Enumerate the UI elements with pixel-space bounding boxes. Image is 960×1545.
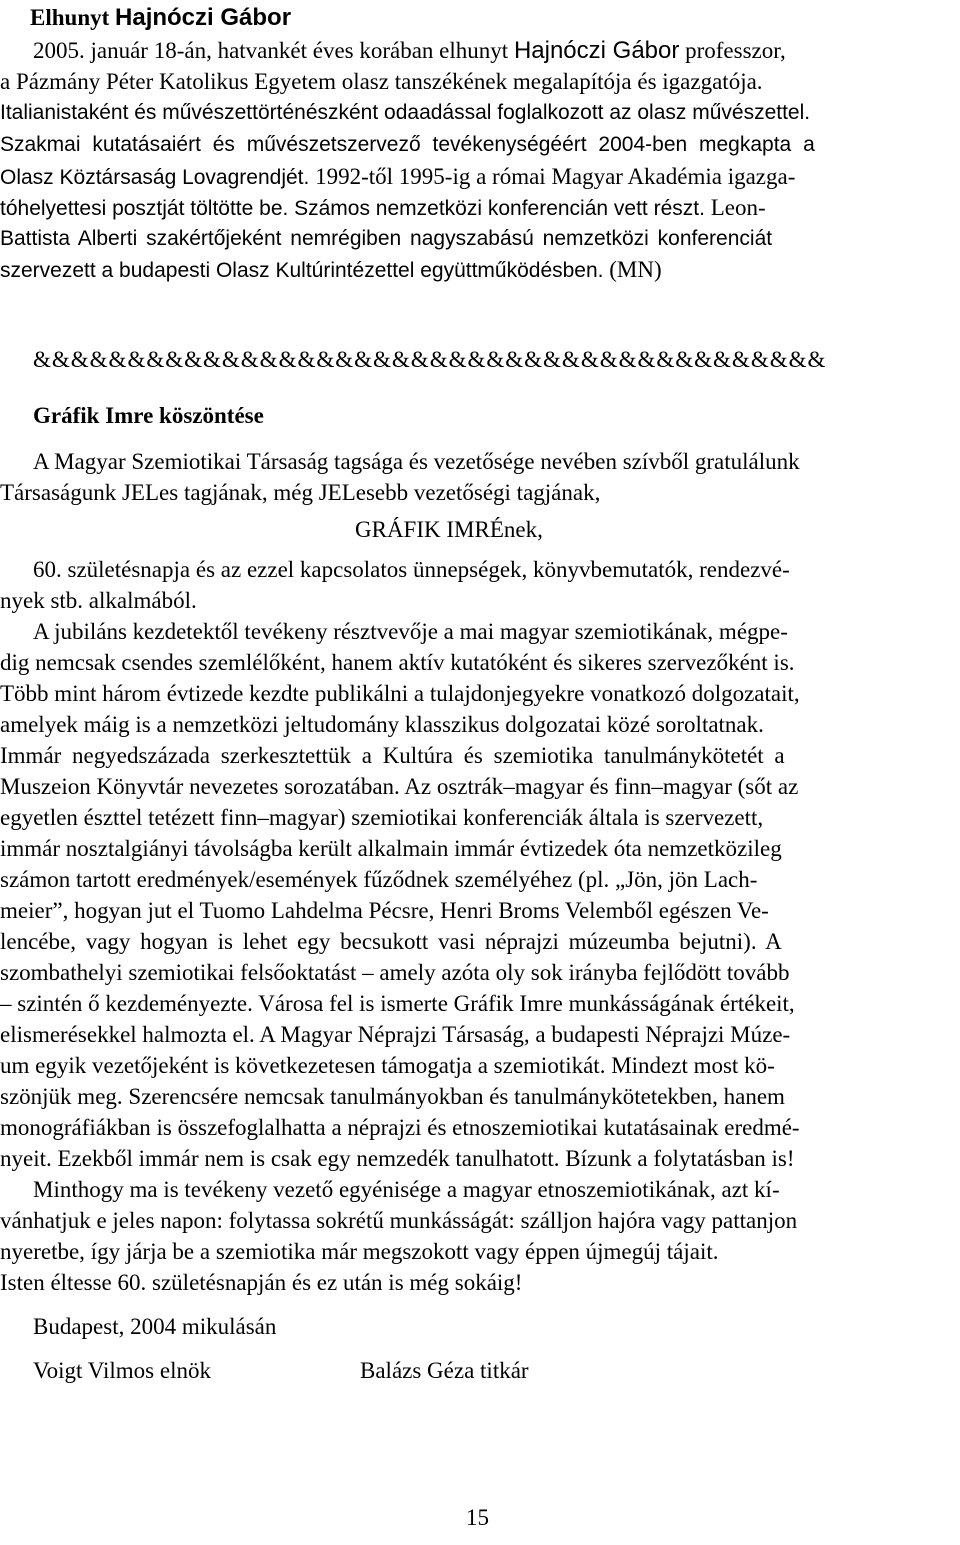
greeting-line: egyetlen észttel tetézett finn–magyar) szemiotikai konferenciák általa is szervezett, — [0, 805, 764, 830]
obituary-line: Battista Alberti szakértőjeként nemrégiben nagyszabású nemzetközi konferenciát — [0, 227, 773, 250]
obituary-line: szervezett a budapesti Olasz Kultúrintézettel együttműködésben. (MN) — [0, 257, 662, 282]
greeting-line: A Magyar Szemiotikai Társaság tagsága és vezetősége nevében szívből gratulálunk — [33, 449, 800, 474]
greeting-line: elismerésekkel halmozta el. A Magyar Néprajzi Társaság, a budapesti Néprajzi Múze- — [0, 1022, 791, 1047]
greeting-line: Isten éltesse 60. születésnapján és ez után is még sokáig! — [0, 1270, 523, 1295]
obituary-heading-prefix: Elhunyt — [30, 5, 110, 30]
obituary-heading-name: Hajnóczi Gábor — [115, 4, 292, 31]
greeting-line: Muszeion Könyvtár nevezetes sorozatában. Az osztrák–magyar és finn–magyar (sőt az — [0, 774, 799, 799]
obituary-line: 2005. január 18-án, hatvankét éves korában elhunyt Hajnóczi Gábor professzor, — [33, 37, 786, 64]
greeting-line: szombathelyi szemiotikai felsőoktatást – amely azóta oly sok irányba fejlődött tovább — [0, 960, 790, 985]
person-name: Hajnóczi Gábor — [513, 37, 680, 64]
place-date: Budapest, 2004 mikulásán — [33, 1314, 277, 1339]
greeting-line: Társaságunk JELes tagjának, még JELesebb vezetőségi tagjának, — [0, 480, 601, 505]
signature-secretary: Balázs Géza titkár — [360, 1358, 529, 1383]
greeting-line: amelyek máig is a nemzetközi jeltudomány klasszikus dolgozatai közé soroltatnak. — [0, 712, 764, 737]
greeting-line: számon tartott eredmények/események fűződnek személyéhez (pl. „Jön, jön Lach- — [0, 867, 758, 892]
obituary-line: Italianistaként és művészettörténészként odaadással foglalkozott az olasz művészettel. — [0, 101, 811, 124]
signature-president: Voigt Vilmos elnök — [33, 1358, 211, 1383]
greeting-line: nyeit. Ezekből immár nem is csak egy nemzedék tanulhatott. Bízunk a folytatásban is! — [0, 1146, 795, 1171]
greeting-line: lencébe, vagy hogyan is lehet egy becsukott vasi néprajzi múzeumba bejutni). A — [0, 929, 782, 954]
page-number: 15 — [466, 1505, 489, 1530]
obituary-line: tóhelyettesi posztját töltötte be. Számos nemzetközi konferencián vett részt. Leon- — [0, 195, 766, 220]
greeting-line: vánhatjuk e jeles napon: folytassa sokrétű munkásságát: szálljon hajóra vagy pattanjon — [0, 1208, 798, 1233]
greeting-line: 60. születésnapja és az ezzel kapcsolatos ünnepségek, könyvbemutatók, rendezvé- — [33, 557, 790, 582]
obituary-line: a Pázmány Péter Katolikus Egyetem olasz tanszékének megalapítója és igazgatója. — [0, 69, 763, 94]
greeting-line: Minthogy ma is tevékeny vezető egyénisége a magyar etnoszemiotikának, azt kí- — [33, 1177, 780, 1202]
greeting-line: A jubiláns kezdetektől tevékeny résztvevője a mai magyar szemiotikának, mégpe- — [33, 619, 788, 644]
obituary-line: Olasz Köztársaság Lovagrendjét. 1992-től 1995-ig a római Magyar Akadémia igazga- — [0, 164, 796, 189]
greeting-line: Több mint három évtizede kezdte publikálni a tulajdonjegyekre vonatkozó dolgozatait, — [0, 681, 800, 706]
obituary-heading — [30, 4, 291, 32]
greeting-line: um egyik vezetőjeként is következetesen támogatja a szemiotikát. Mindezt most kö- — [0, 1053, 775, 1078]
greeting-line: nyek stb. alkalmából. — [0, 588, 197, 613]
greeting-line: – szintén ő kezdeményezte. Városa fel is ismerte Gráfik Imre munkásságának értékeit, — [0, 991, 795, 1016]
greeting-line: nyeretbe, így járja be a szemiotika már megszokott vagy éppen újmegúj tájait. — [0, 1239, 719, 1264]
section-separator: &&&&&&&&&&&&&&&&&&&&&&&&&&&&&&&&&&&&&&&&&& — [33, 347, 827, 372]
greeting-title: Gráfik Imre köszöntése — [33, 403, 264, 428]
greeting-line: Immár negyedszázada szerkesztettük a Kultúra és szemiotika tanulmánykötetét a — [0, 743, 785, 768]
greeting-line: dig nemcsak csendes szemlélőként, hanem aktív kutatóként és sikeres szervezőként is. — [0, 650, 795, 675]
greeting-line: monográfiákban is összefoglalhatta a néprajzi és etnoszemiotikai kutatásainak eredmé- — [0, 1115, 800, 1140]
obituary-line: Szakmai kutatásaiért és művészetszervező tevékenységéért 2004-ben megkapta a — [0, 133, 815, 156]
greeting-line: meier”, hogyan jut el Tuomo Lahdelma Pécsre, Henri Broms Velemből egészen Ve- — [0, 898, 769, 923]
greeting-line: immár nosztalgiányi távolságba került alkalmain immár évtizedek óta nemzetközileg — [0, 836, 782, 861]
greeting-name-line: GRÁFIK IMRÉnek, — [355, 517, 543, 542]
greeting-line: szönjük meg. Szerencsére nemcsak tanulmányokban és tanulmánykötetekben, hanem — [0, 1084, 785, 1109]
